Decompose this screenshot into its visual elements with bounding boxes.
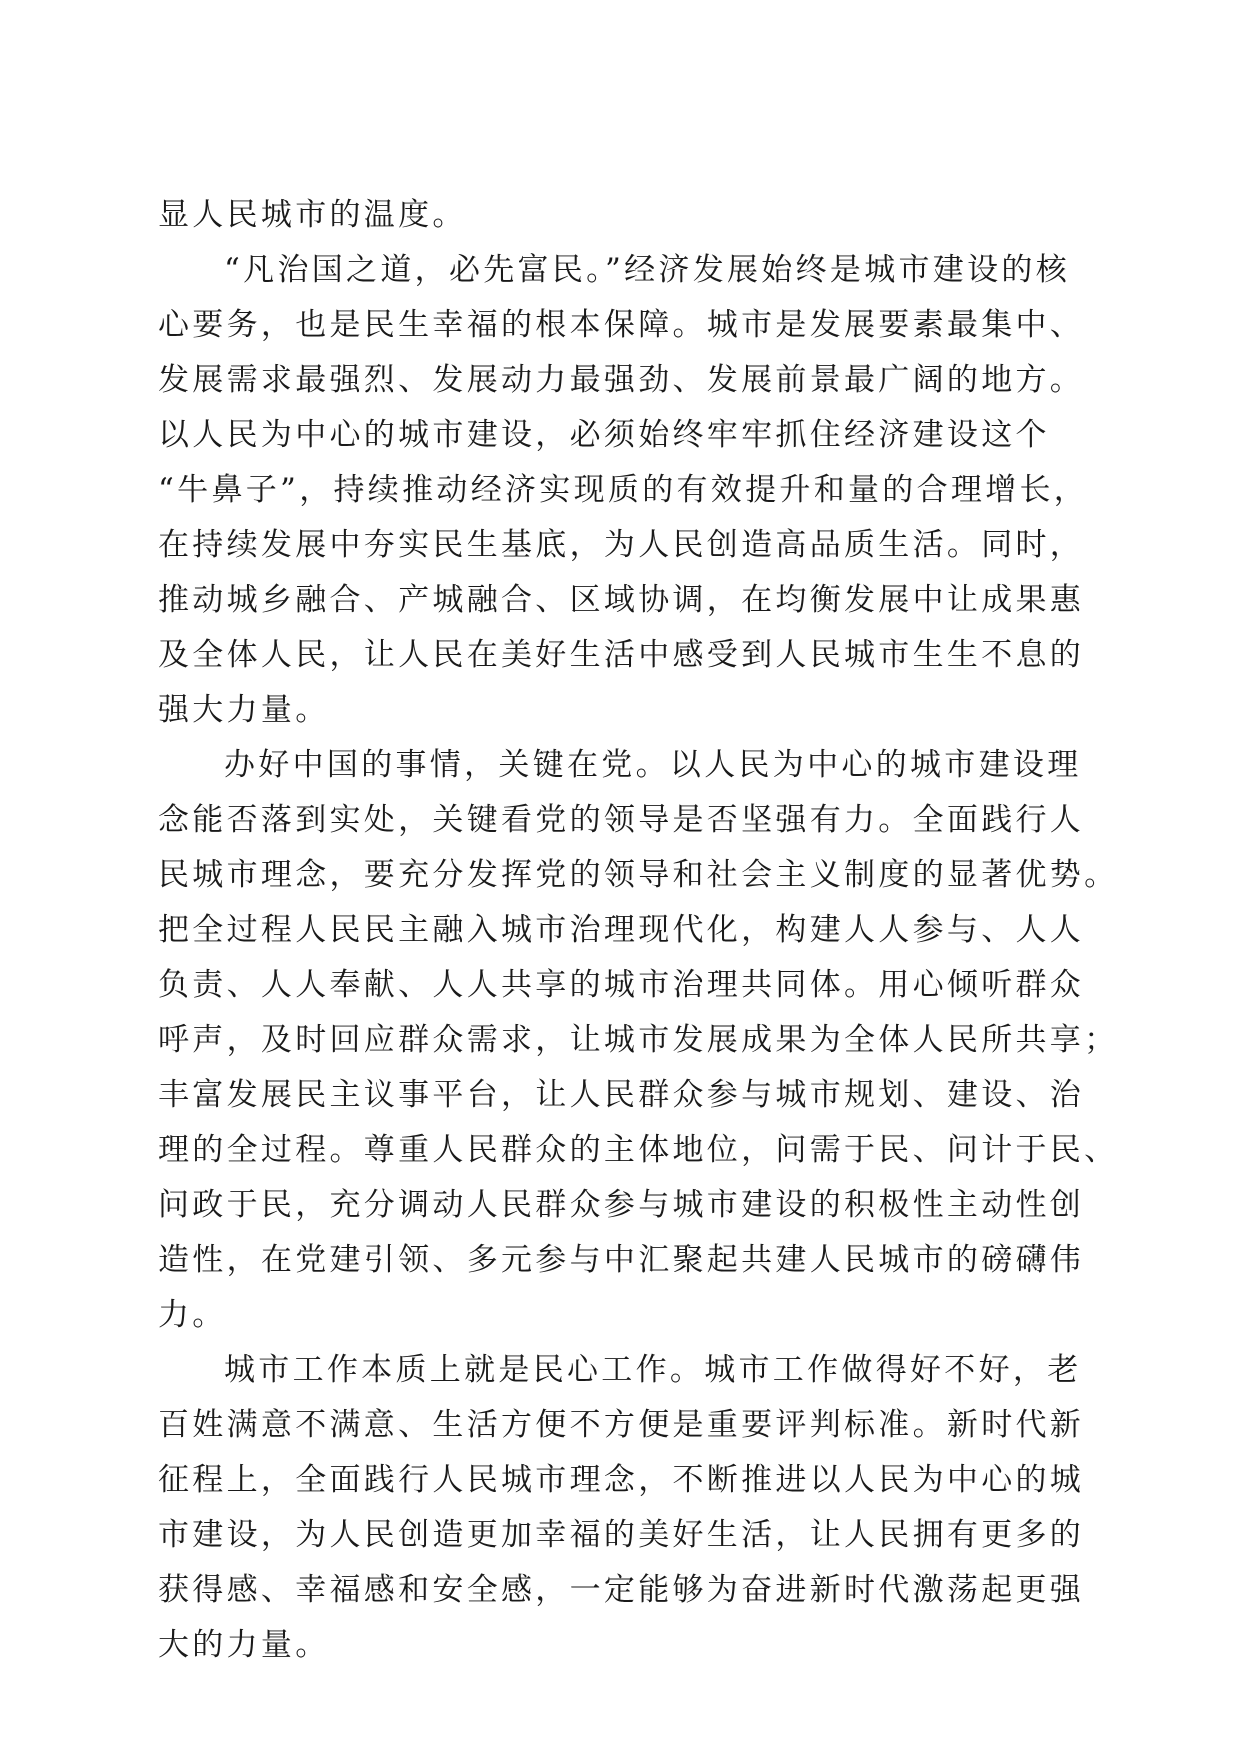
paragraph-first-line: 办好中国的事情，关键在党。以人民为中心的城市建设理 bbox=[224, 747, 1082, 783]
text-line: 及全体人民，让人民在美好生活中感受到人民城市生生不息的 bbox=[158, 637, 1085, 673]
text-line: 百姓满意不满意、生活方便不方便是重要评判标准。新时代新 bbox=[158, 1407, 1085, 1443]
text-line: 念能否落到实处，关键看党的领导是否坚强有力。全面践行人 bbox=[158, 802, 1085, 838]
text-line: 推动城乡融合、产城融合、区域协调，在均衡发展中让成果惠 bbox=[158, 582, 1085, 618]
text-line: 以人民为中心的城市建设，必须始终牢牢抓住经济建设这个 bbox=[158, 417, 1050, 453]
text-line: 理的全过程。尊重人民群众的主体地位，问需于民、问计于民、 bbox=[158, 1132, 1119, 1168]
text-line: “牛鼻子”，持续推动经济实现质的有效提升和量的合理增长， bbox=[158, 472, 1089, 508]
text-line: 造性，在党建引领、多元参与中汇聚起共建人民城市的磅礴伟 bbox=[158, 1242, 1085, 1278]
text-line: 市建设，为人民创造更加幸福的美好生活，让人民拥有更多的 bbox=[158, 1517, 1085, 1553]
paragraph-first-line: “凡治国之道，必先富民。”经济发展始终是城市建设的核 bbox=[224, 252, 1070, 288]
text-line: 获得感、幸福感和安全感，一定能够为奋进新时代激荡起更强 bbox=[158, 1572, 1085, 1608]
text-line: 丰富发展民主议事平台，让人民群众参与城市规划、建设、治 bbox=[158, 1077, 1085, 1113]
text-line: 负责、人人奉献、人人共享的城市治理共同体。用心倾听群众 bbox=[158, 967, 1085, 1003]
text-line: 力。 bbox=[158, 1297, 227, 1333]
text-line: 民城市理念，要充分发挥党的领导和社会主义制度的显著优势。 bbox=[158, 857, 1119, 893]
text-line: 发展需求最强烈、发展动力最强劲、发展前景最广阔的地方。 bbox=[158, 362, 1085, 398]
text-line: 呼声，及时回应群众需求，让城市发展成果为全体人民所共享； bbox=[158, 1022, 1119, 1058]
text-line: 心要务，也是民生幸福的根本保障。城市是发展要素最集中、 bbox=[158, 307, 1085, 343]
body-text bbox=[158, 188, 1119, 1673]
text-line: 把全过程人民民主融入城市治理现代化，构建人人参与、人人 bbox=[158, 912, 1085, 948]
text-line: 强大力量。 bbox=[158, 692, 330, 728]
text-line: 在持续发展中夯实民生基底，为人民创造高品质生活。同时， bbox=[158, 527, 1085, 563]
text-line: 大的力量。 bbox=[158, 1627, 330, 1663]
text-line: 征程上，全面践行人民城市理念，不断推进以人民为中心的城 bbox=[158, 1462, 1085, 1498]
text-line: 问政于民，充分调动人民群众参与城市建设的积极性主动性创 bbox=[158, 1187, 1085, 1223]
paragraph-first-line: 城市工作本质上就是民心工作。城市工作做得好不好，老 bbox=[224, 1352, 1082, 1388]
text-line: 显人民城市的温度。 bbox=[158, 197, 467, 233]
